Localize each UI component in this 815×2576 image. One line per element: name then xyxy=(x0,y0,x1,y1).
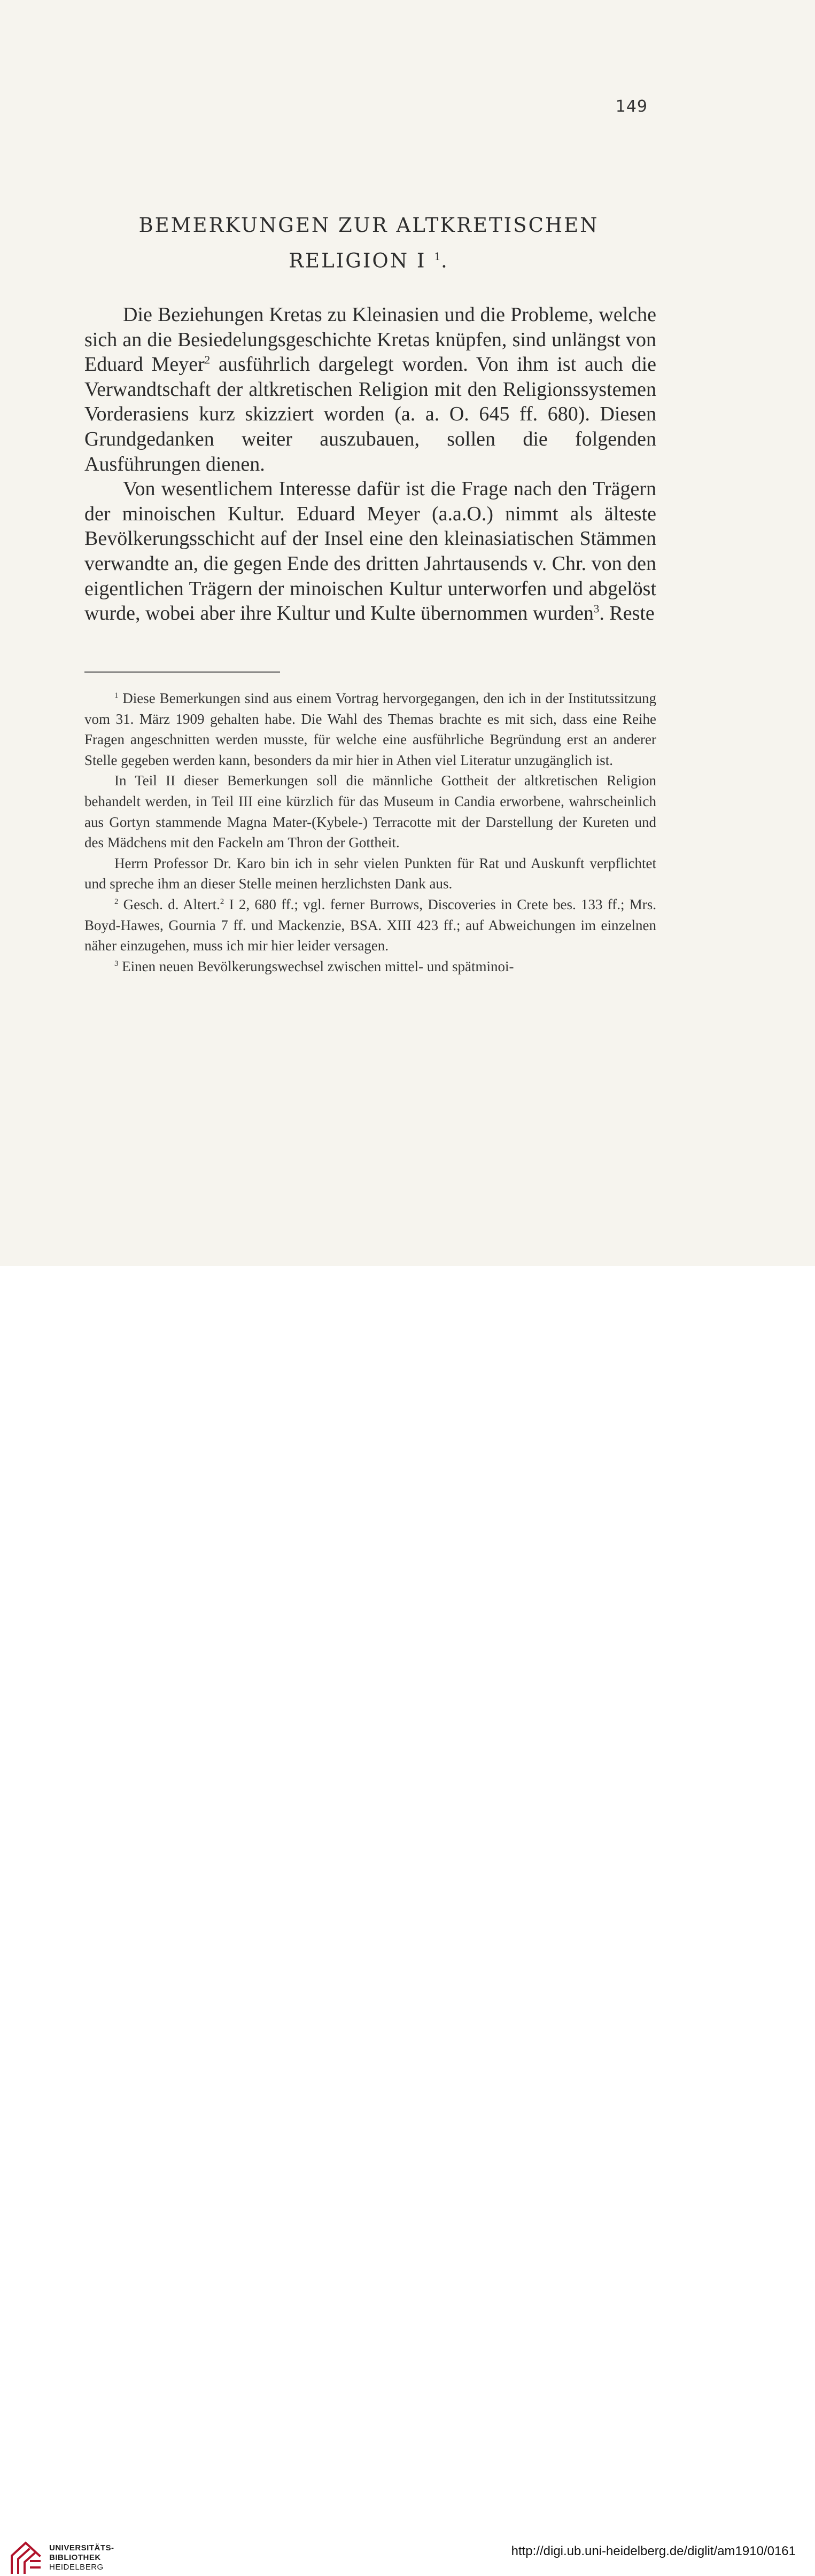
viewer-footer xyxy=(0,1266,815,2572)
footnote-ref-3[interactable]: 3 xyxy=(593,602,600,615)
footnote-2-mark: 2 xyxy=(114,897,119,906)
footnote-3-mark: 3 xyxy=(114,959,119,968)
permalink-url[interactable]: http://digi.ub.uni-heidelberg.de/diglit/am1910/0161 xyxy=(511,2544,796,2558)
library-name-line-1: UNIVERSITÄTS- xyxy=(49,2543,114,2552)
footnote-divider xyxy=(84,672,280,673)
footnote-1-text: Diese Bemerkungen sind aus einem Vortrag hervorgegangen, den ich in der Institutssitzung vom 31. März 1909 gehalten habe. Die Wahl des Themas brachte es mit sich, dass eine Reihe Fragen angeschnitten werden musste, für welche eine ausführliche Begründung erst an anderer Stelle gegeben werden kann, besonders da mir hier in Athen viel Literatur unzugänglich ist. xyxy=(84,690,656,768)
library-name-line-3: HEIDELBERG xyxy=(49,2563,104,2572)
footnote-1-continued-a: In Teil II dieser Bemerkungen soll die männliche Gottheit der altkretischen Religion behandelt werden, in Teil III eine kürzlich für das Museum in Candia erworbene, wahrscheinlich aus Gortyn stammende Magna Mater-(Kybele-) Terracotte mit der Darstellung der Kureten und des Mädchens mit den Fackeln am Thron der Gottheit. xyxy=(84,772,656,851)
footnote-1-continued-b: Herrn Professor Dr. Karo bin ich in sehr vielen Punkten für Rat und Auskunft verpflichtet und spreche ihm an dieser Stelle meinen herzlichsten Dank aus. xyxy=(84,855,656,892)
paragraph-1-text-b: ausführlich dargelegt worden. Von ihm ist auch die Verwandtschaft der altkretischen Religion mit den Religionssystemen Vorderasiens kurz skizziert worden (a. a. O. 645 ff. 680). Diesen Grundgedanken weiter auszubauen, sollen die folgenden Ausführungen dienen. xyxy=(84,353,656,475)
footnote-1 xyxy=(84,688,656,770)
footnote-3 xyxy=(84,956,656,977)
title-period: . xyxy=(441,249,449,272)
title-line-1: BEMERKUNGEN ZUR ALTKRETISCHEN xyxy=(138,214,599,237)
title-footnote-ref[interactable]: 1 xyxy=(434,250,441,263)
footnote-2-edition: 2 xyxy=(220,897,224,906)
library-name-line-2: BIBLIOTHEK xyxy=(49,2553,101,2562)
footnote-3-text: Einen neuen Bevölkerungswechsel zwischen mittel- und spätminoi- xyxy=(118,958,514,974)
library-name[interactable] xyxy=(49,2543,114,2572)
article-title xyxy=(80,209,657,276)
footnotes xyxy=(84,688,656,977)
paragraph-2 xyxy=(84,477,656,626)
footnote-2-text-a: Gesch. d. Altert. xyxy=(118,896,220,912)
paragraph-1 xyxy=(84,302,656,477)
scanned-page xyxy=(0,0,815,1266)
paragraph-1-text-a: Die Beziehungen Kretas zu Kleinasien und die Probleme, welche sich an die Besiedelungsgeschichte Kretas knüpfen, sind unlängst von Eduard Meyer xyxy=(84,303,656,376)
heidelberg-library-logo-icon[interactable] xyxy=(7,2540,44,2576)
footnote-2 xyxy=(84,894,656,956)
paragraph-2-text-b: . Reste xyxy=(599,602,655,625)
paragraph-2-text-a: Von wesentlichem Interesse dafür ist die Frage nach den Trägern der minoischen Kultur. Eduard Meyer (a.a.O.) nimmt als älteste Bevölkerungsschicht auf der Insel eine den kleinasiatischen Stämmen verwandte an, die gegen Ende des dritten Jahrtausends v. Chr. von den eigentlichen Trägern der minoischen Kultur unterworfen und abgelöst wurde, wobei aber ihre Kultur und Kulte übernommen wurden xyxy=(84,478,656,625)
title-line-2: RELIGION I xyxy=(289,249,426,272)
footnote-2-text-b: I 2, 680 ff.; vgl. ferner Burrows, Discoveries in Crete bes. 133 ff.; Mrs. Boyd-Hawes, Gournia 7 ff. und Mackenzie, BSA. XIII 423 ff.; auf Abweichungen im einzelnen näher einzugehen, muss ich mir hier leider versagen. xyxy=(84,896,656,954)
page-number: 149 xyxy=(615,97,648,116)
footnote-1-mark: 1 xyxy=(114,691,119,700)
footnote-ref-2[interactable]: 2 xyxy=(204,353,211,366)
article-body xyxy=(84,302,656,626)
